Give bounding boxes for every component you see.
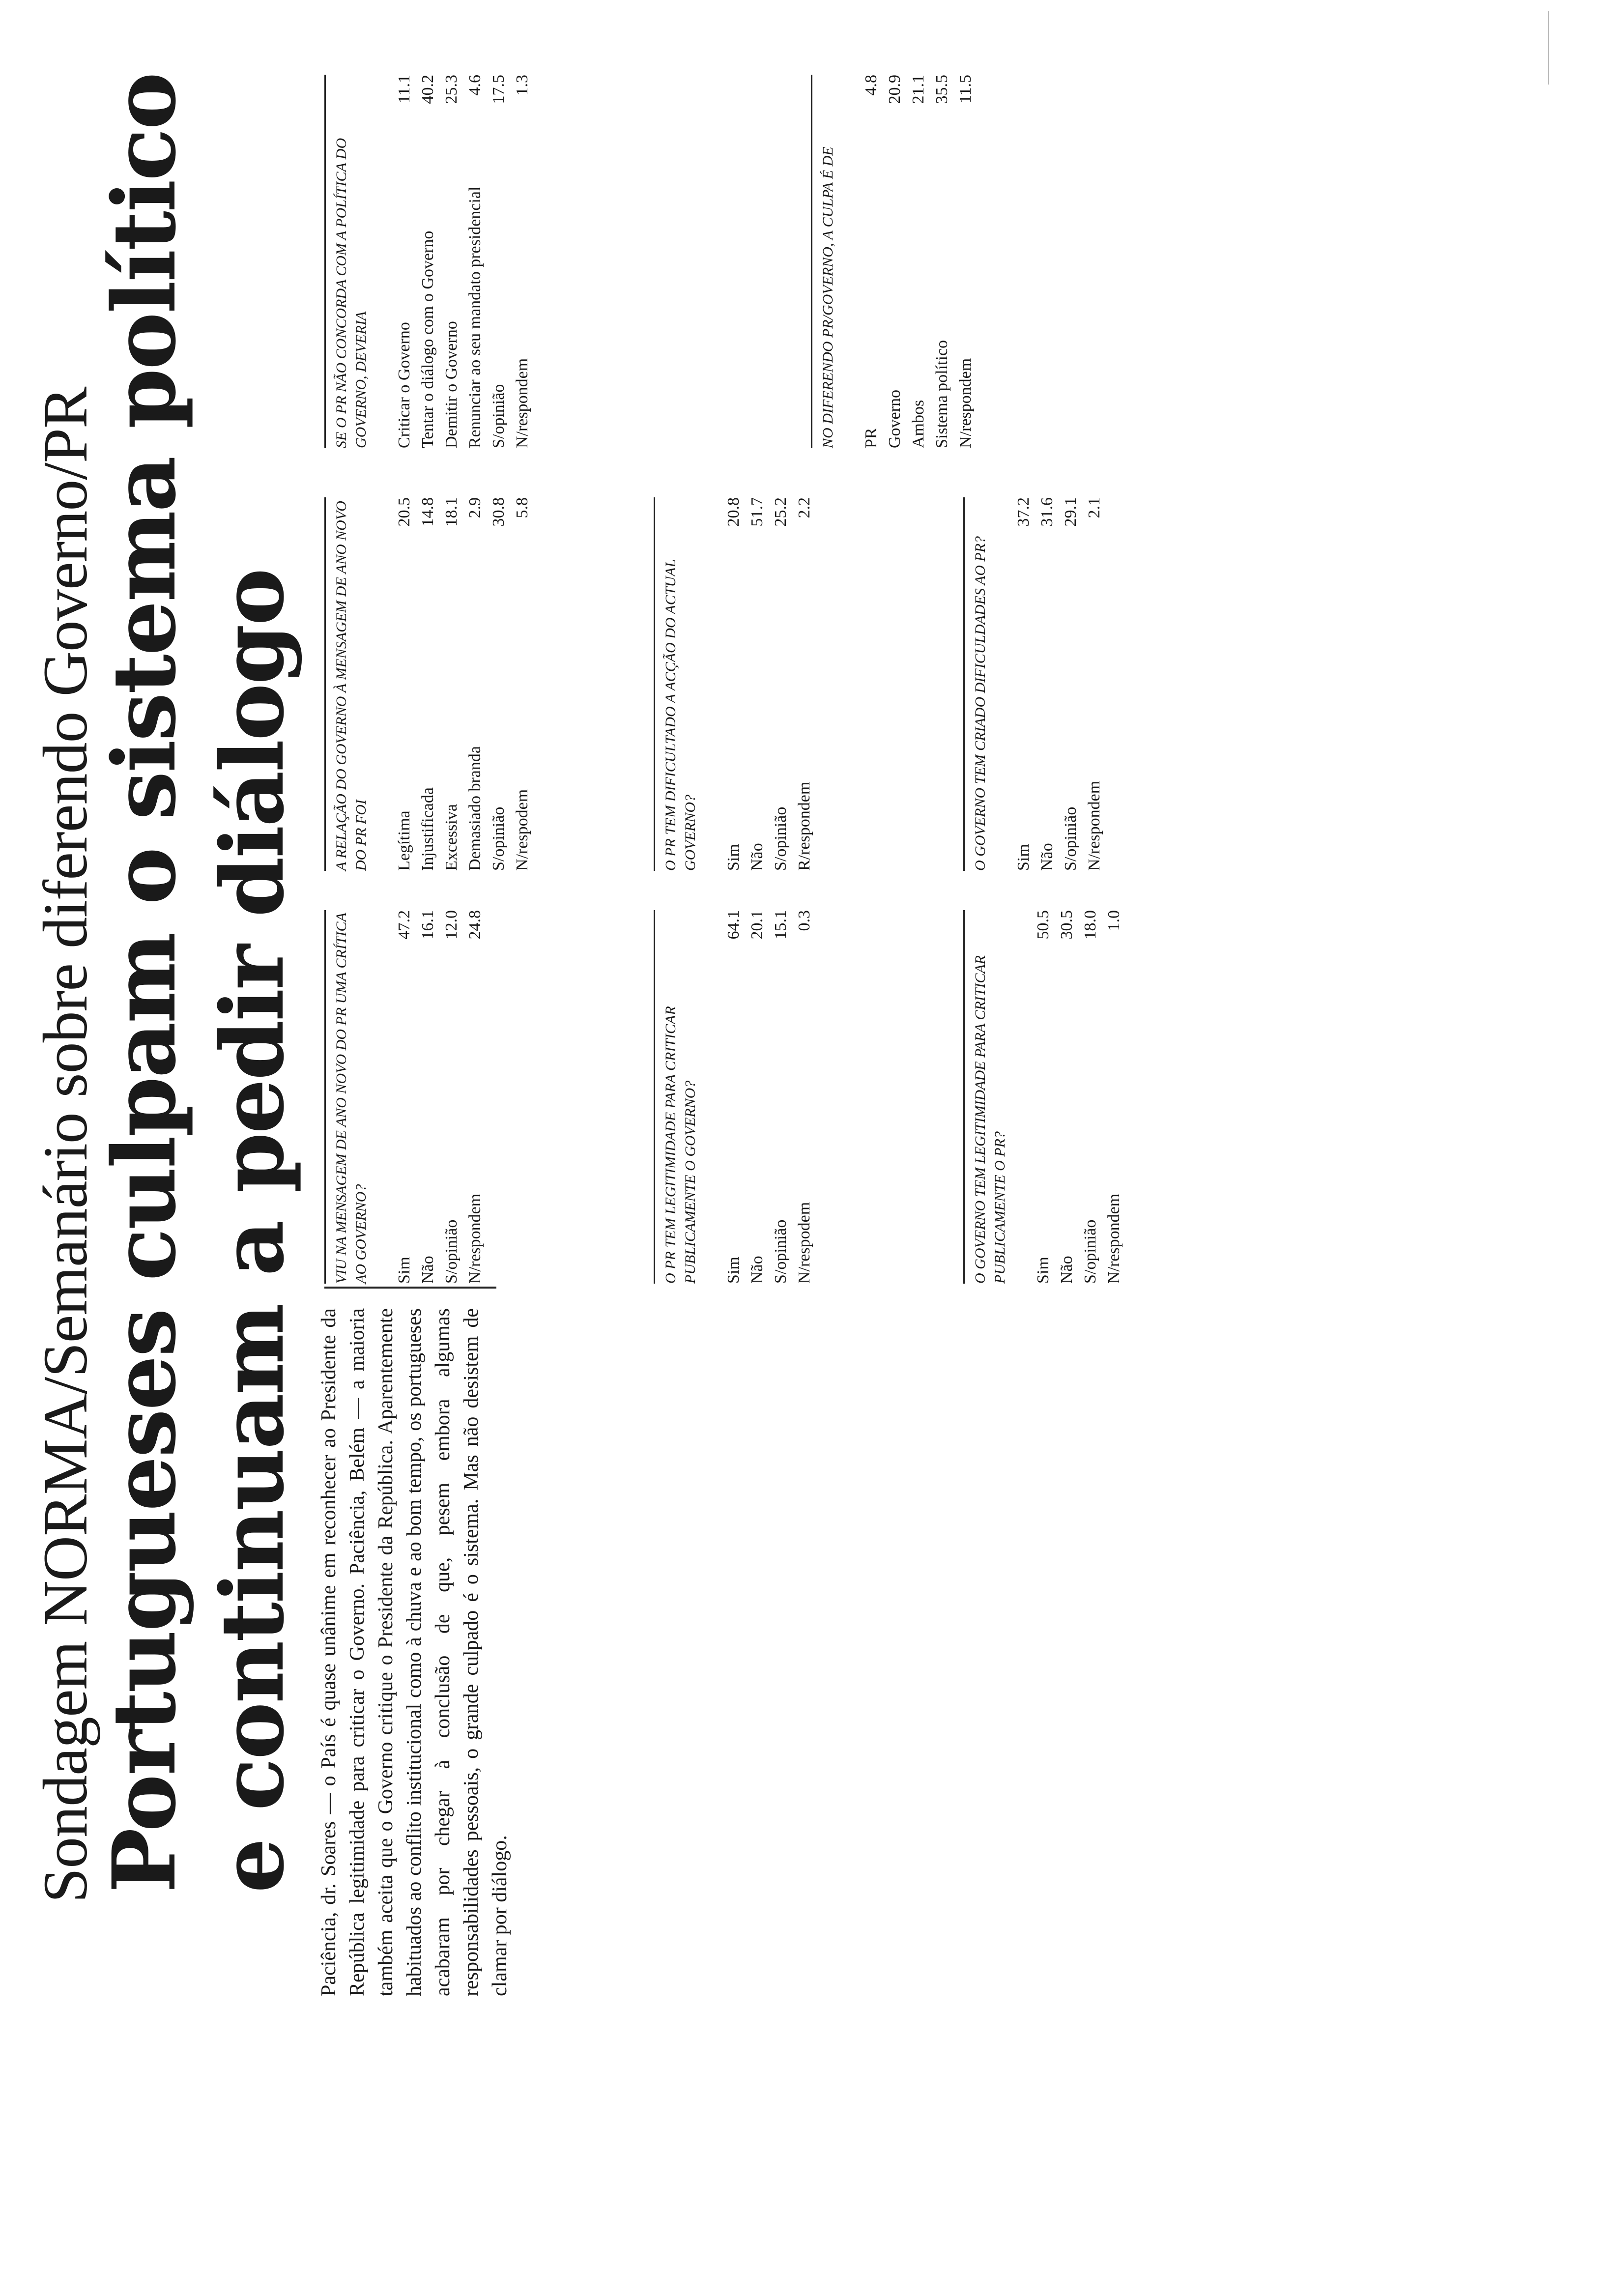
answer-value: 5.8 xyxy=(513,497,531,518)
answer-label: Sim xyxy=(724,844,743,871)
answer-row xyxy=(1079,910,1102,1284)
question-title: VIU NA MENSAGEM DE ANO NOVO DO PR UMA CRÍTICA AO GOVERNO? xyxy=(324,910,371,1284)
answer-row xyxy=(487,75,511,448)
answer-label: S/opinião xyxy=(772,806,790,871)
answer-label: Não xyxy=(1058,1256,1076,1284)
answer-value: 16.1 xyxy=(419,910,437,940)
answer-label: Demasiado branda xyxy=(466,746,484,871)
answer-value: 4.8 xyxy=(862,75,880,96)
answer-row xyxy=(1102,910,1126,1284)
answer-label: Legítima xyxy=(395,810,413,871)
question-title: A RELAÇÃO DO GOVERNO À MENSAGEM DE ANO NOVO DO PR FOI xyxy=(324,497,371,871)
answer-label: R/respondem xyxy=(795,781,813,871)
answer-value: 24.8 xyxy=(466,910,484,940)
answer-label: Excessiva xyxy=(442,804,461,871)
answer-row xyxy=(416,75,440,448)
headline-line-2: e continuam a pedir diálogo xyxy=(202,569,303,1893)
poll-question-4 xyxy=(324,497,534,871)
answer-row xyxy=(793,910,816,1284)
answer-row xyxy=(907,75,930,448)
answer-label: N/respodem xyxy=(795,1202,813,1284)
answer-label: Ambos xyxy=(909,400,927,448)
answer-value: 47.2 xyxy=(395,910,413,940)
answer-row xyxy=(722,910,746,1284)
poll-question-2 xyxy=(654,910,816,1284)
answer-label: S/opinião xyxy=(772,1219,790,1284)
question-title: O GOVERNO TEM LEGITIMIDADE PARA CRITICAR PUBLICAMENTE O PR? xyxy=(963,910,1010,1284)
answer-value: 18.0 xyxy=(1081,910,1099,940)
question-title: O GOVERNO TEM CRIADO DIFICULDADES AO PR? xyxy=(963,497,990,871)
answer-label: N/respondem xyxy=(1085,780,1103,871)
answer-label: Sim xyxy=(395,1257,413,1284)
answer-label: Sim xyxy=(724,1257,743,1284)
answer-row xyxy=(793,497,816,871)
answer-label: S/opinião xyxy=(1081,1219,1099,1284)
article-lead: Paciência, dr. Soares — o País é quase unânime em reconhecer ao Presidente da República legitimidade para criticar o Governo. Paciência, Belém — a maioria também aceita que o Governo critique o Presidente da República. Aparentemente habituados ao conflito institucional como à chuva e ao bom tempo, os portugueses acabaram por chegar à conclusão de que, pesem embora algumas responsabilidades pessoais, o grande culpado é o sistema. Mas não desistem de clamar por diálogo. xyxy=(317,1308,511,1996)
answer-label: S/opinião xyxy=(442,1219,461,1284)
answer-value: 12.0 xyxy=(442,910,461,940)
answer-value: 1.0 xyxy=(1105,910,1123,931)
poll-question-6 xyxy=(963,497,1106,871)
answer-value: 20.1 xyxy=(748,910,766,940)
answer-value: 14.8 xyxy=(419,497,437,527)
answer-value: 29.1 xyxy=(1062,497,1080,527)
answer-row xyxy=(1055,910,1079,1284)
poll-question-1 xyxy=(324,910,487,1284)
answer-value: 37.2 xyxy=(1014,497,1033,527)
answer-value: 18.1 xyxy=(442,497,461,527)
answer-label: Sim xyxy=(1034,1257,1052,1284)
answer-value: 25.2 xyxy=(772,497,790,527)
answer-row xyxy=(463,75,487,448)
answer-label: Renunciar ao seu mandato presidencial xyxy=(466,186,484,448)
answer-label: Governo xyxy=(886,390,904,448)
answer-label: Não xyxy=(748,843,766,871)
answer-label: Criticar o Governo xyxy=(395,322,413,448)
answer-label: Injustificada xyxy=(419,787,437,871)
scan-edge-line xyxy=(1548,11,1549,85)
answer-label: Não xyxy=(748,1256,766,1284)
answer-label: N/respondem xyxy=(1105,1193,1123,1284)
answer-value: 30.5 xyxy=(1058,910,1076,940)
answer-row xyxy=(722,497,746,871)
answer-row xyxy=(440,497,463,871)
answer-row xyxy=(769,910,793,1284)
answer-row xyxy=(1036,497,1059,871)
question-title: SE O PR NÃO CONCORDA COM A POLÍTICA DO GOVERNO, DEVERIA xyxy=(324,75,371,448)
answer-value: 51.7 xyxy=(748,497,766,527)
answer-value: 20.9 xyxy=(886,75,904,104)
answer-value: 2.1 xyxy=(1085,497,1103,518)
answer-value: 2.2 xyxy=(795,497,813,518)
answer-label: N/respondem xyxy=(466,1193,484,1284)
headline-line-1: Portugueses culpam o sistema político xyxy=(93,73,195,1893)
answer-row xyxy=(487,497,511,871)
answer-row xyxy=(746,497,769,871)
answer-row xyxy=(393,75,416,448)
answer-row xyxy=(440,910,463,1284)
answer-label: Tentar o diálogo com o Governo xyxy=(419,230,437,448)
answer-value: 0.3 xyxy=(795,910,813,931)
article-kicker: Sondagem NORMA/Semanário sobre diferendo Governo/PR xyxy=(30,387,100,1903)
answer-label: Não xyxy=(419,1256,437,1284)
answer-value: 64.1 xyxy=(724,910,743,940)
answer-row xyxy=(463,497,487,871)
answer-row xyxy=(769,497,793,871)
answer-value: 1.3 xyxy=(513,75,531,96)
poll-question-5 xyxy=(654,497,816,871)
answer-value: 15.1 xyxy=(772,910,790,940)
question-title: O PR TEM LEGITIMIDADE PARA CRITICAR PUBLICAMENTE O GOVERNO? xyxy=(654,910,700,1284)
answer-row xyxy=(1083,497,1106,871)
answer-value: 2.9 xyxy=(466,497,484,518)
answer-row xyxy=(393,910,416,1284)
poll-question-8 xyxy=(811,75,978,448)
answer-value: 4.6 xyxy=(466,75,484,96)
answer-row xyxy=(440,75,463,448)
answer-row xyxy=(746,910,769,1284)
answer-value: 25.3 xyxy=(442,75,461,104)
poll-question-7 xyxy=(324,75,534,448)
question-title: O PR TEM DIFICULTADO A ACÇÃO DO ACTUAL GOVERNO? xyxy=(654,497,700,871)
answer-value: 35.5 xyxy=(933,75,951,104)
answer-row xyxy=(1032,910,1055,1284)
answer-label: S/opinião xyxy=(489,384,508,448)
answer-row xyxy=(393,497,416,871)
answer-label: N/respondem xyxy=(956,358,975,448)
answer-value: 11.1 xyxy=(395,75,413,104)
answer-row xyxy=(511,75,534,448)
poll-question-3 xyxy=(963,910,1126,1284)
answer-label: Sim xyxy=(1014,844,1033,871)
answer-label: Sistema político xyxy=(933,340,951,448)
answer-value: 11.5 xyxy=(956,75,975,104)
answer-label: Demitir o Governo xyxy=(442,321,461,448)
answer-label: PR xyxy=(862,428,880,448)
answer-row xyxy=(1012,497,1036,871)
answer-value: 31.6 xyxy=(1038,497,1056,527)
answer-row xyxy=(511,497,534,871)
answer-value: 20.8 xyxy=(724,497,743,527)
answer-row xyxy=(883,75,907,448)
answer-row xyxy=(860,75,883,448)
answer-row xyxy=(930,75,954,448)
answer-label: S/opinião xyxy=(1062,806,1080,871)
answer-row xyxy=(416,910,440,1284)
column-rule xyxy=(324,1287,496,1289)
answer-value: 21.1 xyxy=(909,75,927,104)
answer-label: N/respondem xyxy=(513,358,531,448)
answer-row xyxy=(1059,497,1083,871)
answer-value: 50.5 xyxy=(1034,910,1052,940)
answer-row xyxy=(954,75,978,448)
answer-value: 30.8 xyxy=(489,497,508,527)
answer-row xyxy=(463,910,487,1284)
answer-value: 17.5 xyxy=(489,75,508,104)
question-title: NO DIFERENDO PR/GOVERNO, A CULPA É DE xyxy=(811,75,838,448)
answer-value: 40.2 xyxy=(419,75,437,104)
answer-label: Não xyxy=(1038,843,1056,871)
answer-row xyxy=(416,497,440,871)
answer-value: 20.5 xyxy=(395,497,413,527)
answer-label: S/opinião xyxy=(489,806,508,871)
answer-label: N/respodem xyxy=(513,789,531,871)
